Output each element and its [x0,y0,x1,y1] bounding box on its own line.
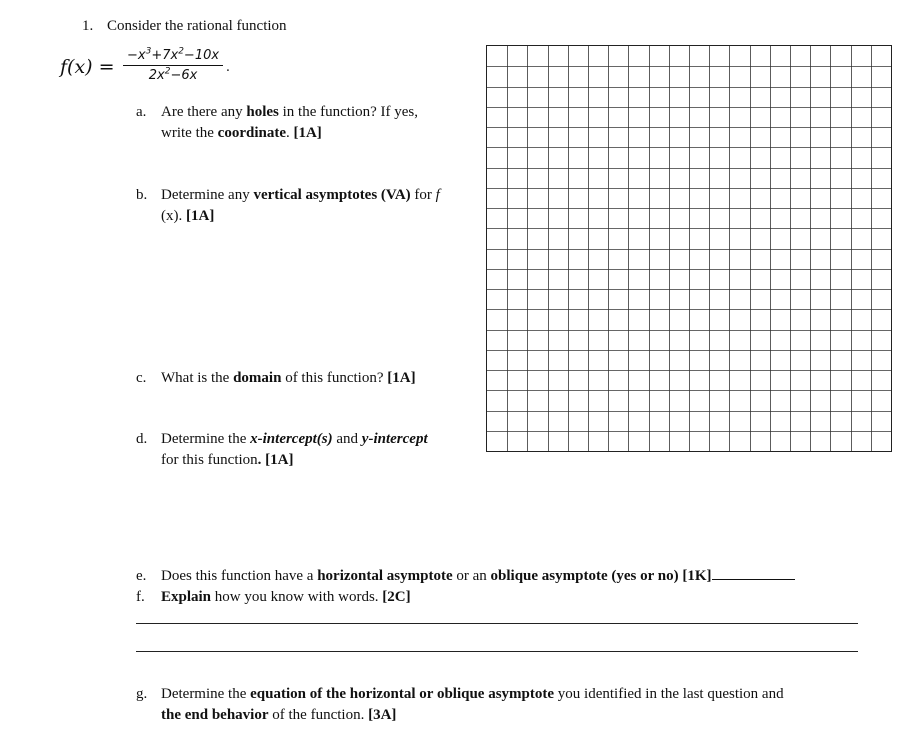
part-a-label: a. [136,104,147,120]
part-g-label: g. [136,686,148,702]
part-d-text: Determine the x-intercept(s) and y-intercept for this function. [1A] [161,431,428,468]
part-c-text: What is the domain of this function? [1A] [161,370,416,386]
part-g-text: Determine the equation of the horizontal or oblique asymptote you identified in the last question and the end behavior of the function. [3A] [161,686,784,723]
part-b-label: b. [136,187,148,203]
part-d-label: d. [136,431,148,447]
part-f-text: Explain how you know with words. [2C] [161,589,411,605]
part-f-label: f. [136,589,145,605]
graph-grid[interactable] [486,45,892,452]
part-c-label: c. [136,370,147,386]
part-a-text: Are there any holes in the function? If yes, write the coordinate. [1A] [161,104,419,141]
part-e-label: e. [136,568,147,584]
answer-line-1[interactable] [136,623,858,624]
function-lhs: f(x) = [60,56,115,78]
part-e-text: Does this function have a horizontal asymptote or an oblique asymptote (yes or no) [1K] [161,566,881,587]
question-title [82,16,287,37]
question-number: 1. [82,18,94,34]
answer-blank-e[interactable] [712,567,795,580]
part-b-text: Determine any vertical asymptotes (VA) for f (x). [1A] [161,187,440,224]
answer-line-2[interactable] [136,651,858,652]
function-fraction [123,46,231,83]
grid-lines [487,46,891,451]
question-text: Consider the rational function [107,18,287,34]
function-numerator: $-x^3+7x^2-10x$ [123,48,223,66]
function-denominator: $2x^2-6x$ [148,66,198,83]
function-period: . [225,60,231,75]
